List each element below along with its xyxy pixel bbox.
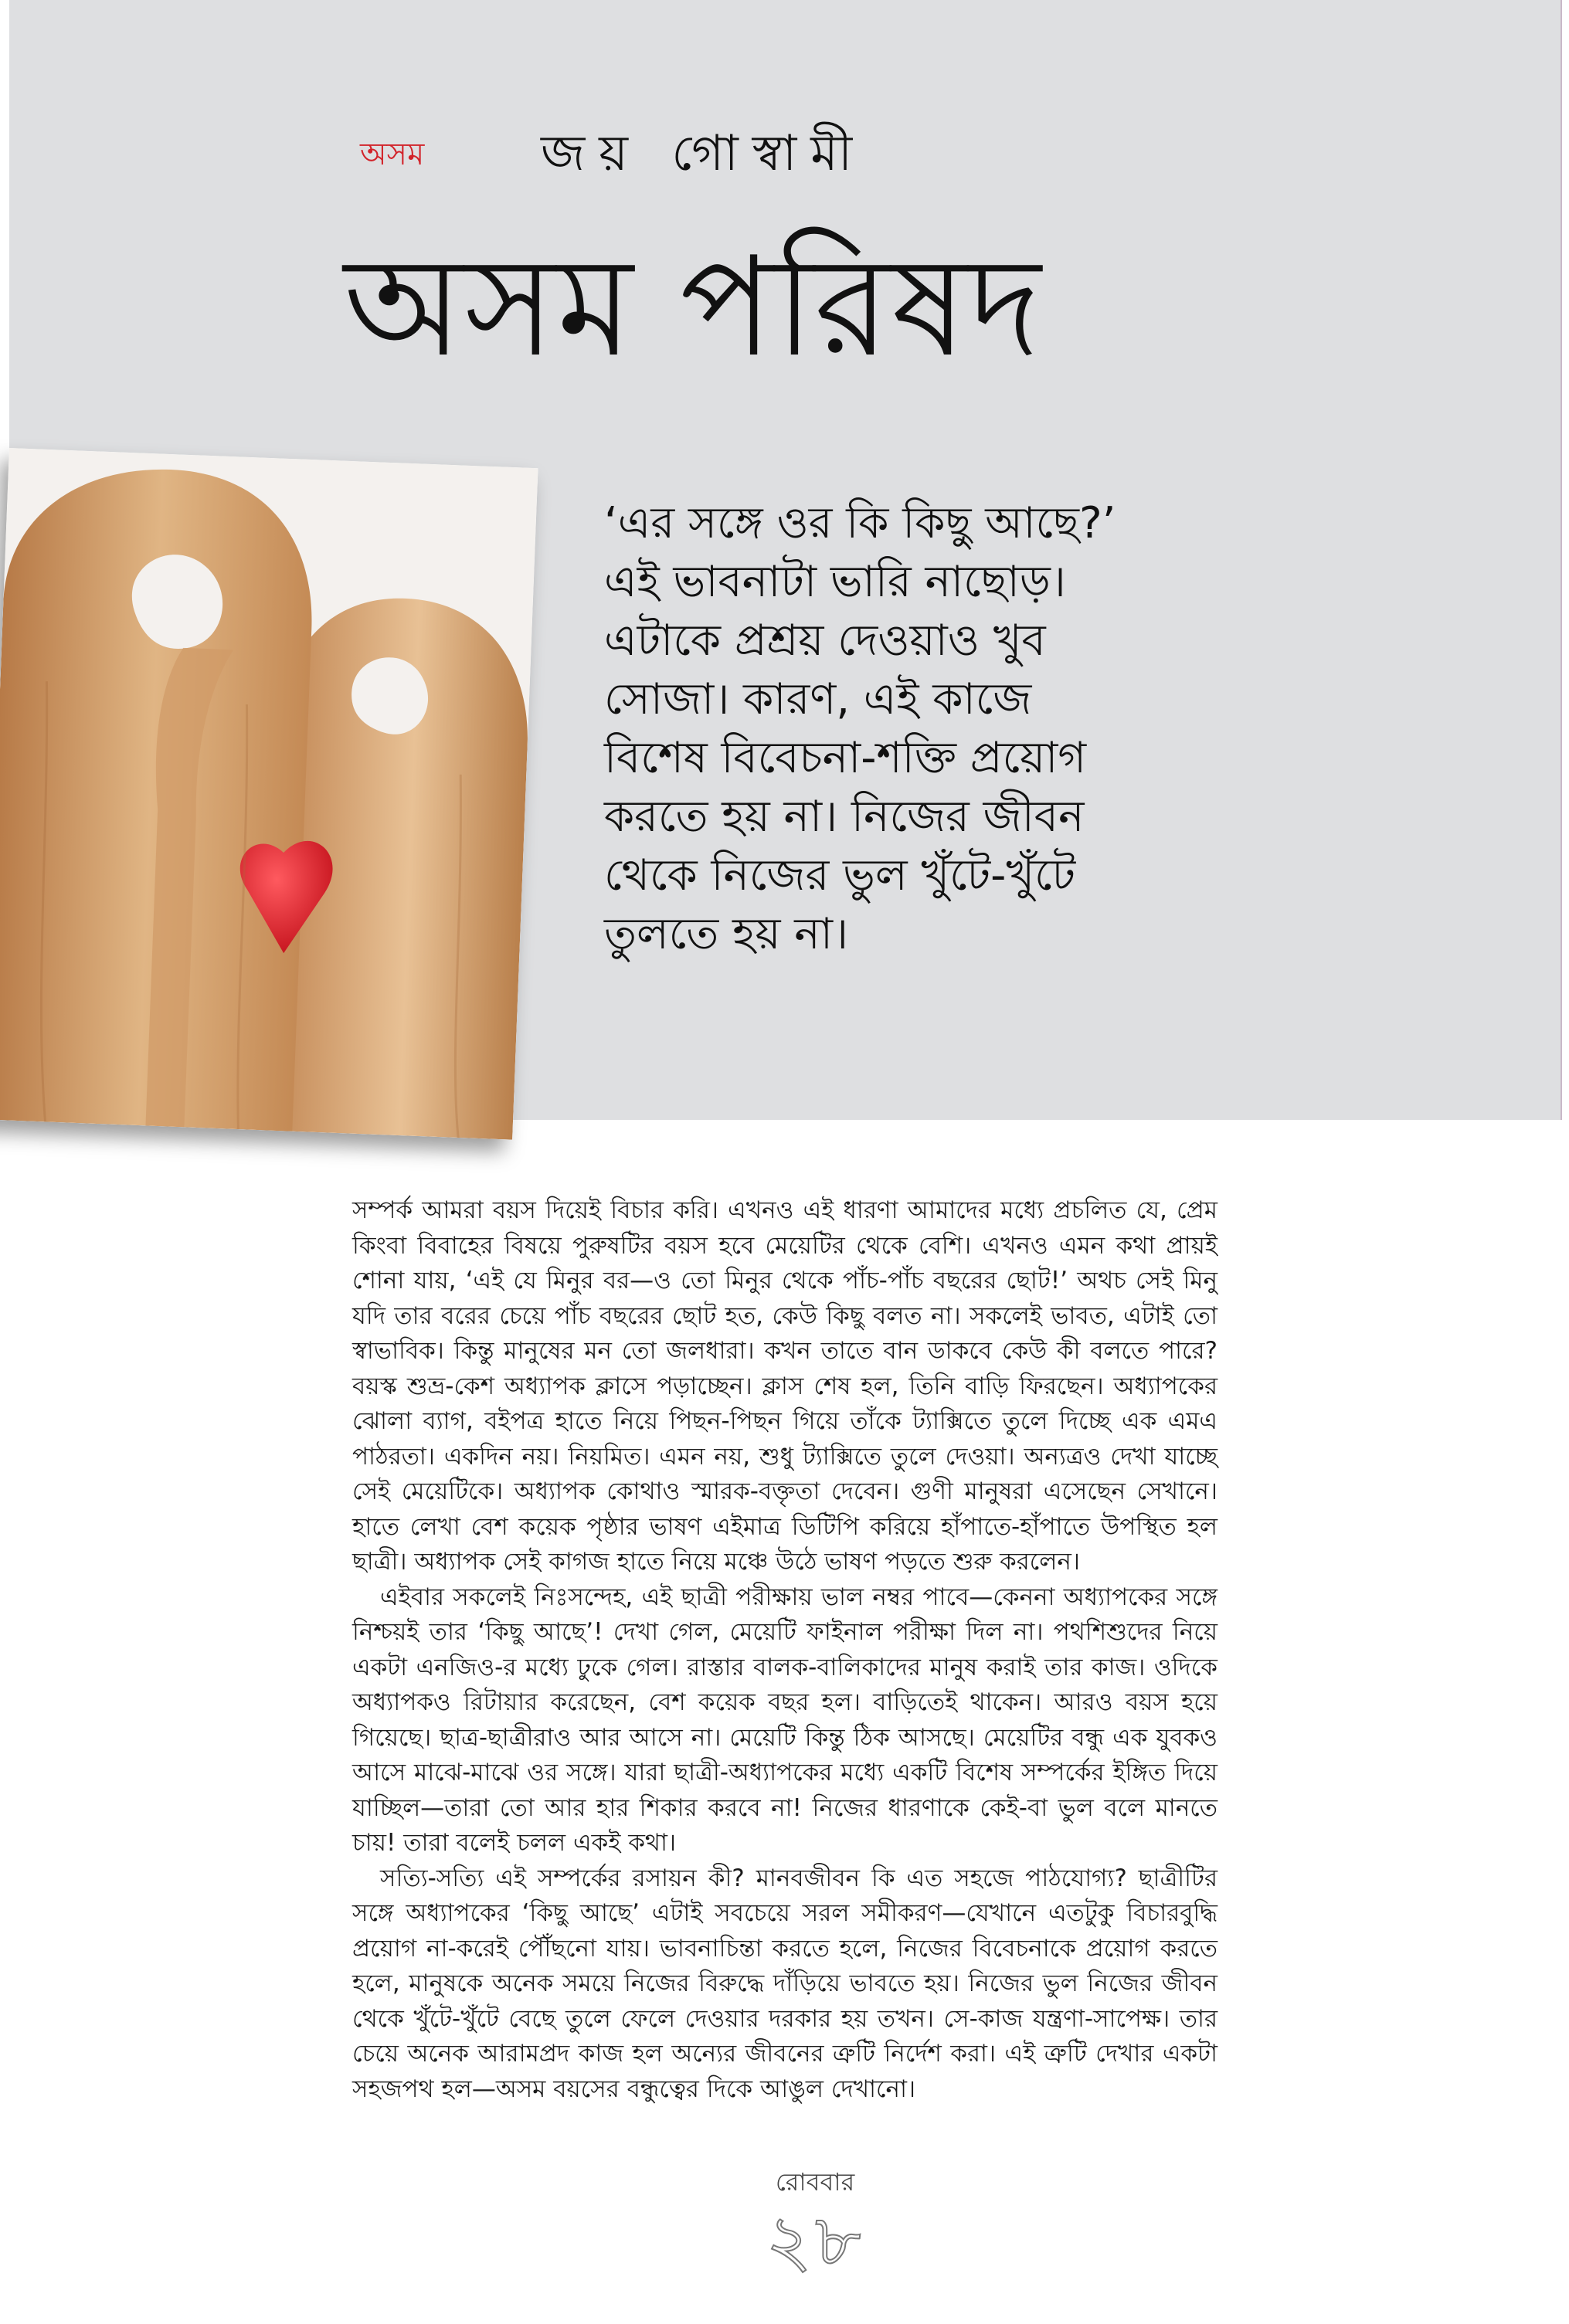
magazine-name: রোববার [775,2167,855,2197]
pull-quote-line: ‘এর সঙ্গে ওর কি কিছু আছে?’ [604,498,1116,548]
article-paragraph: এইবার সকলেই নিঃসন্দেহ, এই ছাত্রী পরীক্ষায় ভাল নম্বর পাবে—কেননা অধ্যাপকের সঙ্গে নিশ্চয়ই তার ‘কিছু আছে’! দেখা গেল, মেয়েটি ফাইনাল পরীক্ষা দিল না। পথশিশুদের নিয়ে একটা এনজিও-র মধ্যে ঢুকে গেল। রাস্তার বালক-বালিকাদের মানুষ করাই তার কাজ। ওদিকে অধ্যাপকও রিটায়ার করেছেন, বেশ কয়েক বছর হল। বাড়িতেই থাকেন। আরও বয়স হয়ে গিয়েছে। ছাত্র-ছাত্রীরাও আর আসে না। মেয়েটি কিন্তু ঠিক আসছে। মেয়েটির বন্ধু এক যুবকও আসে মাঝে-মাঝে ওর সঙ্গে। যারা ছাত্রী-অধ্যাপকের মধ্যে একটি বিশেষ সম্পর্কের ইঙ্গিত দিয়ে যাচ্ছিল—তারা তো আর হার শিকার করবে না! নিজের ধারণাকে কেই-বা ভুল বলে মানতে চায়! তারা বলেই চলল একই কথা। [352,1583,1218,1857]
pull-quote-line: বিশেষ বিবেচনা-শক্তি প্রয়োগ [604,733,1087,783]
article-paragraph: সত্যি-সত্যি এই সম্পর্কের রসায়ন কী? মানবজীবন কি এত সহজে পাঠযোগ্য? ছাত্রীটির সঙ্গে অধ্যাপকের ‘কিছু আছে’ এটাই সবচেয়ে সরল সমীকরণ—যেখানে এতটুকু বিচারবুদ্ধি প্রয়োগ না-করেই পৌঁছনো যায়। ভাবনাচিন্তা করতে হলে, নিজের বিবেচনাকে প্রয়োগ করতে হলে, মানুষকে অনেক সময়ে নিজের বিরুদ্ধে দাঁড়িয়ে ভাবতে হয়। নিজের ভুল নিজের জীবন থেকে খুঁটে-খুঁটে বেছে তুলে ফেলে দেওয়ার দরকার হয় তখন। সে-কাজ যন্ত্রণা-সাপেক্ষ। তার চেয়ে অনেক আরামপ্রদ কাজ হল অন্যের জীবনের ত্রুটি নির্দেশ করা। এই ত্রুটি দেখার একটা সহজপথ হল—অসম বয়সের বন্ধুত্বের দিকে আঙুল দেখানো। [352,1864,1218,2103]
pull-quote-line: করতে হয় না। নিজের জীবন [604,792,1085,842]
pull-quote-line: এটাকে প্রশ্রয় দেওয়াও খুব [604,616,1046,666]
wooden-figures-photo [0,448,538,1140]
edge-rule [1561,0,1562,1120]
article-paragraph: সম্পর্ক আমরা বয়স দিয়েই বিচার করি। এখনও এই ধারণা আমাদের মধ্যে প্রচলিত যে, প্রেম কিংবা বিবাহের বিষয়ে পুরুষটির বয়স হবে মেয়েটির থেকে বেশি। এখনও এমন কথা প্রায়ই শোনা যায়, ‘এই যে মিনুর বর—ও তো মিনুর থেকে পাঁচ-পাঁচ বছরের ছোট!’ অথচ সেই মিনু যদি তার বরের চেয়ে পাঁচ বছরের ছোট হত, কেউ কিছু বলত না। সকলেই ভাবত, এটাই তো স্বাভাবিক। কিন্তু মানুষের মন তো জলধারা। কখন তাতে বান ডাকবে কেউ কী বলতে পারে? বয়স্ক শুভ্র-কেশ অধ্যাপক ক্লাসে পড়াচ্ছেন। ক্লাস শেষ হল, তিনি বাড়ি ফিরছেন। অধ্যাপকের ঝোলা ব্যাগ, বইপত্র হাতে নিয়ে পিছন-পিছন গিয়ে তাঁকে ট্যাক্সিতে তুলে দিচ্ছে এক এমএ পাঠরতা। একদিন নয়। নিয়মিত। এমন নয়, শুধু ট্যাক্সিতে তুলে দেওয়া। অন্যত্রও দেখা যাচ্ছে সেই মেয়েটিকে। অধ্যাপক কোথাও স্মারক-বক্তৃতা দেবেন। গুণী মানুষরা এসেছেন সেখানে। হাতে লেখা বেশ কয়েক পৃষ্ঠার ভাষণ এইমাত্র ডিটিপি করিয়ে হাঁপাতে-হাঁপাতে উপস্থিত হল ছাত্রী। অধ্যাপক সেই কাগজ হাতে নিয়ে মঞ্চে উঠে ভাষণ পড়তে শুরু করলেন। [352,1196,1218,1576]
wooden-couple-heart-illustration [0,448,538,1140]
article-body [352,1193,1218,2107]
page-number: ২৮ [766,2200,864,2282]
pull-quote-line: থেকে নিজের ভুল খুঁটে-খুঁটে [604,850,1076,901]
pull-quote-line: তুলতে হয় না। [604,909,848,959]
author-name: জয় গোস্বামী [541,125,867,182]
pull-quote [604,494,1160,964]
pull-quote-line: সোজা। কারণ, এই কাজে [604,674,1032,724]
section-tag: অসম [360,137,425,172]
article-title: অসম পরিষদ [344,227,1043,387]
pull-quote-line: এই ভাবনাটা ভারি নাছোড়। [604,557,1066,607]
